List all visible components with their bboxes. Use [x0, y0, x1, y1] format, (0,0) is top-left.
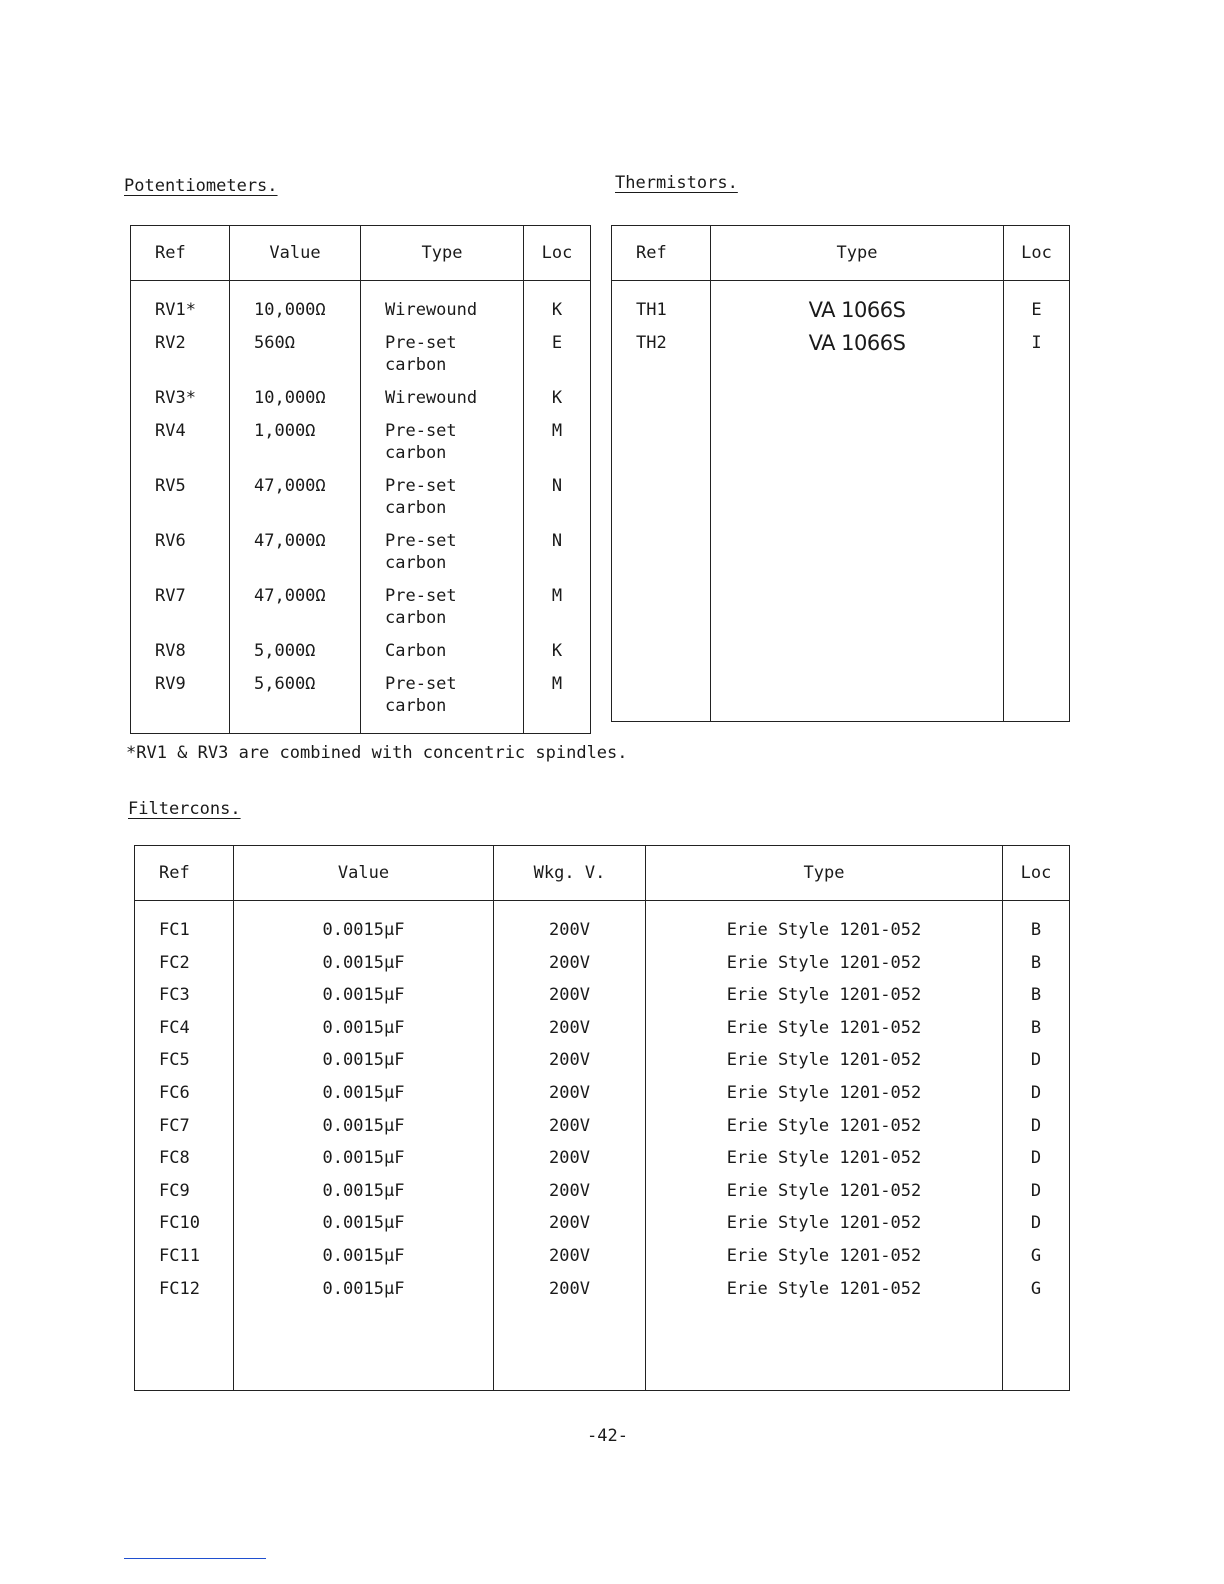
pot-loc: K [524, 387, 591, 420]
fc-type: Erie Style 1201-052 [646, 1115, 1003, 1148]
pot-type [361, 585, 524, 640]
fc-value: 0.0015μF [234, 1017, 494, 1050]
empty-cell [494, 1310, 646, 1391]
pot-type [361, 475, 524, 530]
empty-cell [646, 1310, 1003, 1391]
filtercons-heading: Filtercons. [128, 799, 241, 819]
fc-value: 0.0015μF [234, 1278, 494, 1311]
pot-col-ref: Ref [131, 226, 230, 281]
fc-value: 0.0015μF [234, 1180, 494, 1213]
fc-type: Erie Style 1201-052 [646, 1278, 1003, 1311]
pot-loc: N [524, 530, 591, 585]
table-row [135, 1278, 1070, 1311]
pot-value: 1,000Ω [230, 420, 361, 475]
empty-cell [135, 1310, 234, 1391]
filler-row [135, 1310, 1070, 1391]
pot-type-line1: Pre-set [385, 333, 457, 353]
table-row [135, 901, 1070, 952]
empty-cell [612, 365, 711, 722]
pot-type-line2: carbon [385, 355, 447, 375]
fc-loc: D [1003, 1147, 1070, 1180]
footer-rule [124, 1558, 266, 1559]
fc-voltage: 200V [494, 1212, 646, 1245]
table-row [135, 1245, 1070, 1278]
pot-value: 10,000Ω [230, 281, 361, 333]
fc-ref: FC12 [135, 1278, 234, 1311]
potentiometers-note: *RV1 & RV3 are combined with concentric spindles. [126, 743, 628, 763]
pot-ref: RV3* [131, 387, 230, 420]
fc-type: Erie Style 1201-052 [646, 1212, 1003, 1245]
fc-voltage: 200V [494, 1278, 646, 1311]
thermistors-body [612, 281, 1070, 722]
therm-type: VA 1066S [711, 332, 1004, 365]
fc-col-loc: Loc [1003, 846, 1070, 901]
pot-value: 47,000Ω [230, 475, 361, 530]
fc-voltage: 200V [494, 952, 646, 985]
empty-cell [234, 1310, 494, 1391]
pot-loc: M [524, 673, 591, 734]
fc-ref: FC5 [135, 1049, 234, 1082]
pot-ref: RV1* [131, 281, 230, 333]
fc-value: 0.0015μF [234, 1245, 494, 1278]
pot-type [361, 332, 524, 387]
pot-type-line2: carbon [385, 553, 447, 573]
potentiometers-body [131, 281, 591, 734]
fc-ref: FC9 [135, 1180, 234, 1213]
fc-type: Erie Style 1201-052 [646, 952, 1003, 985]
fc-loc: D [1003, 1180, 1070, 1213]
pot-loc: M [524, 420, 591, 475]
pot-type-line1: Pre-set [385, 476, 457, 496]
fc-type: Erie Style 1201-052 [646, 901, 1003, 952]
pot-type-line2: carbon [385, 443, 447, 463]
empty-cell [1003, 1310, 1070, 1391]
pot-ref: RV8 [131, 640, 230, 673]
potentiometers-table [130, 225, 591, 734]
fc-value: 0.0015μF [234, 1212, 494, 1245]
pot-type-line2: carbon [385, 696, 447, 716]
pot-value: 5,000Ω [230, 640, 361, 673]
pot-type-line1: Wirewound [385, 300, 478, 320]
pot-type [361, 420, 524, 475]
table-row [135, 1082, 1070, 1115]
therm-type: VA 1066S [711, 281, 1004, 333]
table-row [131, 475, 591, 530]
pot-type [361, 387, 524, 420]
pot-ref: RV7 [131, 585, 230, 640]
fc-voltage: 200V [494, 1147, 646, 1180]
fc-value: 0.0015μF [234, 984, 494, 1017]
fc-type: Erie Style 1201-052 [646, 1049, 1003, 1082]
pot-type [361, 673, 524, 734]
fc-voltage: 200V [494, 901, 646, 952]
fc-type: Erie Style 1201-052 [646, 984, 1003, 1017]
pot-ref: RV6 [131, 530, 230, 585]
pot-type [361, 530, 524, 585]
pot-type-line1: Pre-set [385, 531, 457, 551]
fc-type: Erie Style 1201-052 [646, 1245, 1003, 1278]
fc-ref: FC2 [135, 952, 234, 985]
empty-cell [1004, 365, 1070, 722]
fc-type: Erie Style 1201-052 [646, 1147, 1003, 1180]
fc-ref: FC11 [135, 1245, 234, 1278]
table-row [135, 1017, 1070, 1050]
fc-type: Erie Style 1201-052 [646, 1017, 1003, 1050]
fc-type: Erie Style 1201-052 [646, 1180, 1003, 1213]
pot-loc: K [524, 281, 591, 333]
fc-loc: B [1003, 901, 1070, 952]
pot-value: 10,000Ω [230, 387, 361, 420]
fc-voltage: 200V [494, 984, 646, 1017]
fc-loc: B [1003, 952, 1070, 985]
therm-col-loc: Loc [1004, 226, 1070, 281]
pot-type [361, 281, 524, 333]
fc-type: Erie Style 1201-052 [646, 1082, 1003, 1115]
table-row [135, 952, 1070, 985]
pot-type-line2: carbon [385, 498, 447, 518]
fc-loc: D [1003, 1212, 1070, 1245]
filtercons-body [135, 901, 1070, 1391]
fc-value: 0.0015μF [234, 952, 494, 985]
pot-type-line1: Carbon [385, 641, 447, 661]
fc-value: 0.0015μF [234, 901, 494, 952]
potentiometers-heading: Potentiometers. [124, 176, 278, 196]
table-row [135, 984, 1070, 1017]
fc-value: 0.0015μF [234, 1082, 494, 1115]
pot-type-line2: carbon [385, 608, 447, 628]
pot-value: 47,000Ω [230, 530, 361, 585]
fc-col-voltage: Wkg. V. [494, 846, 646, 901]
thermistors-heading: Thermistors. [615, 173, 738, 193]
pot-type-line1: Pre-set [385, 421, 457, 441]
pot-loc: M [524, 585, 591, 640]
pot-col-value: Value [230, 226, 361, 281]
table-row [131, 420, 591, 475]
therm-loc: E [1004, 281, 1070, 333]
fc-loc: D [1003, 1049, 1070, 1082]
pot-type-line1: Wirewound [385, 388, 478, 408]
pot-type-line1: Pre-set [385, 674, 457, 694]
therm-ref: TH2 [612, 332, 711, 365]
fc-ref: FC1 [135, 901, 234, 952]
filler-row [612, 365, 1070, 722]
pot-type-line1: Pre-set [385, 586, 457, 606]
table-row [131, 673, 591, 734]
pot-value: 560Ω [230, 332, 361, 387]
fc-loc: G [1003, 1278, 1070, 1311]
fc-voltage: 200V [494, 1049, 646, 1082]
fc-ref: FC3 [135, 984, 234, 1017]
fc-voltage: 200V [494, 1180, 646, 1213]
table-row [135, 1180, 1070, 1213]
fc-ref: FC7 [135, 1115, 234, 1148]
pot-type [361, 640, 524, 673]
fc-value: 0.0015μF [234, 1049, 494, 1082]
table-row [612, 332, 1070, 365]
fc-voltage: 200V [494, 1245, 646, 1278]
fc-value: 0.0015μF [234, 1115, 494, 1148]
fc-voltage: 200V [494, 1017, 646, 1050]
fc-value: 0.0015μF [234, 1147, 494, 1180]
pot-loc: K [524, 640, 591, 673]
fc-loc: B [1003, 984, 1070, 1017]
table-row [612, 281, 1070, 333]
fc-col-value: Value [234, 846, 494, 901]
therm-loc: I [1004, 332, 1070, 365]
fc-loc: B [1003, 1017, 1070, 1050]
filtercons-table [134, 845, 1070, 1391]
fc-voltage: 200V [494, 1082, 646, 1115]
fc-loc: D [1003, 1082, 1070, 1115]
pot-loc: E [524, 332, 591, 387]
therm-ref: TH1 [612, 281, 711, 333]
therm-col-ref: Ref [612, 226, 711, 281]
fc-loc: G [1003, 1245, 1070, 1278]
table-row [135, 1212, 1070, 1245]
pot-ref: RV5 [131, 475, 230, 530]
pot-col-type: Type [361, 226, 524, 281]
fc-voltage: 200V [494, 1115, 646, 1148]
pot-value: 5,600Ω [230, 673, 361, 734]
table-row [135, 1115, 1070, 1148]
fc-col-ref: Ref [135, 846, 234, 901]
fc-ref: FC6 [135, 1082, 234, 1115]
table-row [131, 640, 591, 673]
table-row [131, 281, 591, 333]
table-row [131, 387, 591, 420]
fc-ref: FC4 [135, 1017, 234, 1050]
thermistors-table [611, 225, 1070, 722]
table-row [135, 1147, 1070, 1180]
table-row [131, 530, 591, 585]
table-row [131, 585, 591, 640]
pot-ref: RV4 [131, 420, 230, 475]
pot-col-loc: Loc [524, 226, 591, 281]
table-row [131, 332, 591, 387]
table-row [135, 1049, 1070, 1082]
pot-ref: RV9 [131, 673, 230, 734]
fc-ref: FC8 [135, 1147, 234, 1180]
fc-ref: FC10 [135, 1212, 234, 1245]
pot-value: 47,000Ω [230, 585, 361, 640]
pot-loc: N [524, 475, 591, 530]
therm-col-type: Type [711, 226, 1004, 281]
pot-ref: RV2 [131, 332, 230, 387]
empty-cell [711, 365, 1004, 722]
page-number: -42- [587, 1426, 628, 1446]
fc-col-type: Type [646, 846, 1003, 901]
fc-loc: D [1003, 1115, 1070, 1148]
